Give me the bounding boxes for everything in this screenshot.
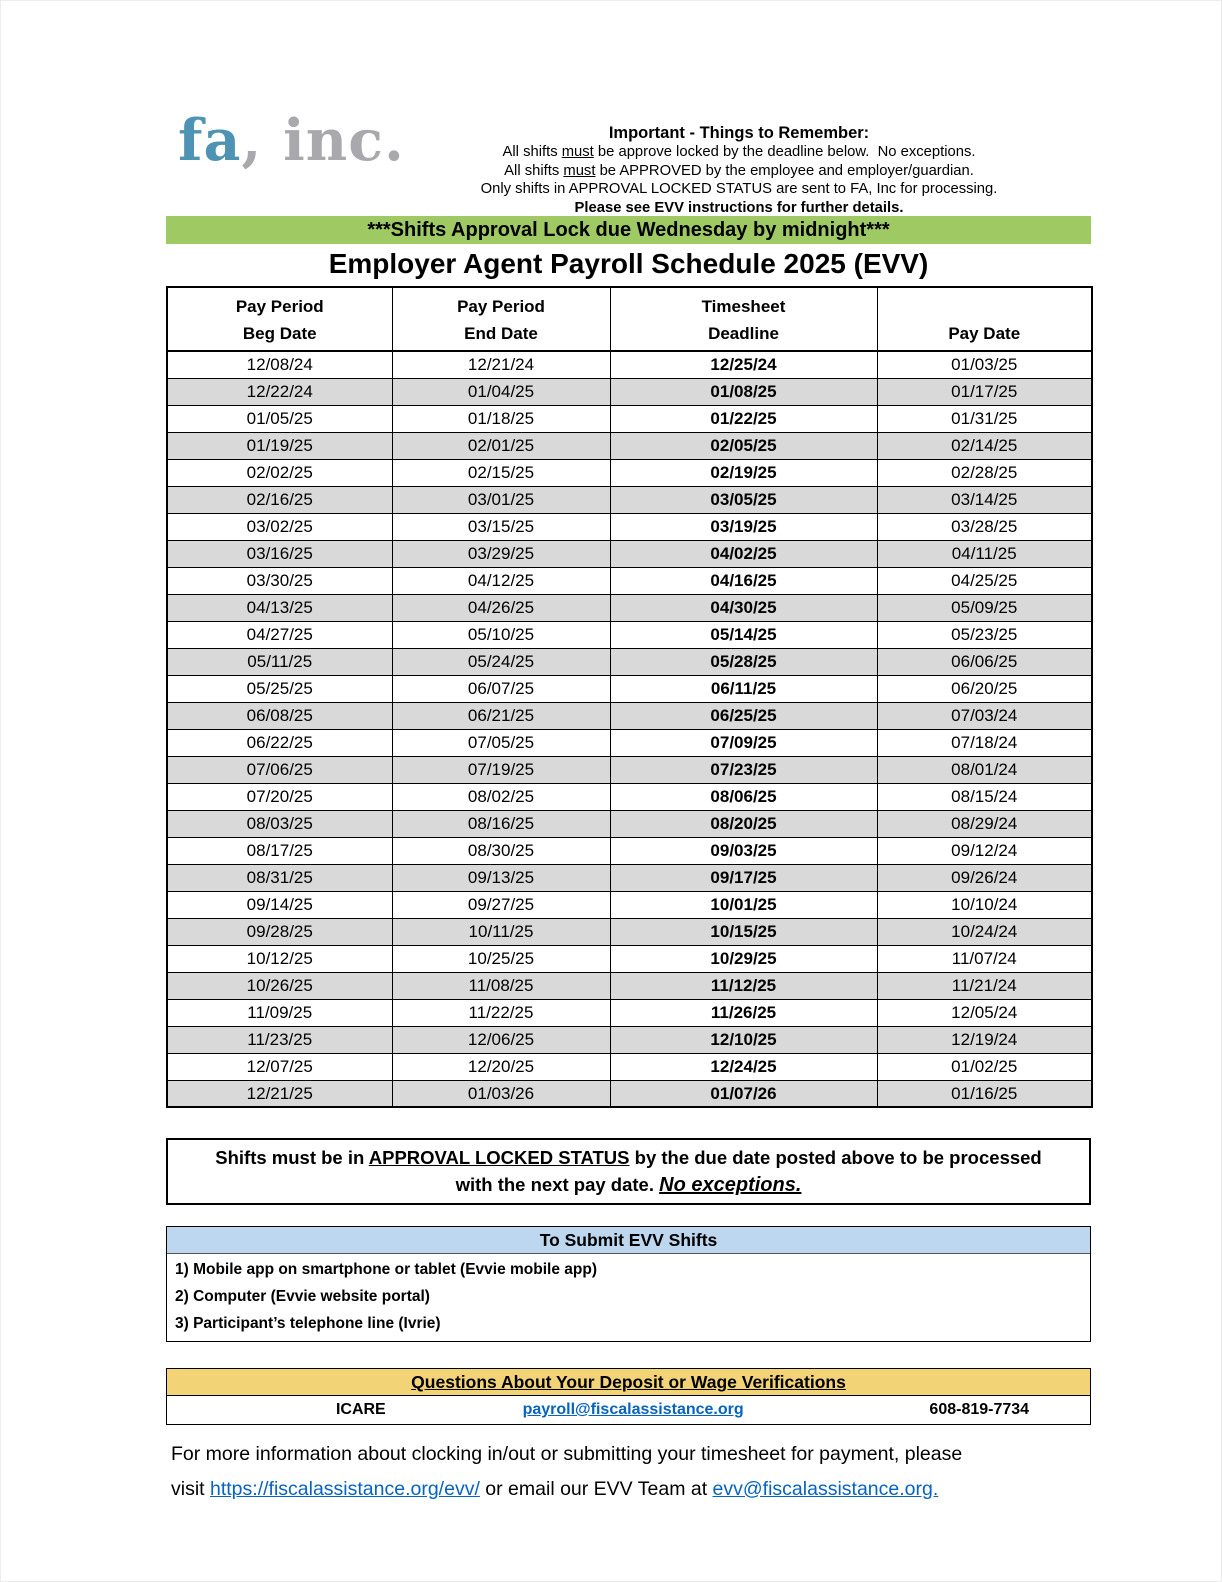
table-cell: 06/21/25: [392, 702, 610, 729]
submit-option-telephone: 3) Participant’s telephone line (Ivrie): [175, 1315, 441, 1332]
table-cell: 12/19/24: [877, 1026, 1092, 1053]
table-cell: 06/11/25: [610, 675, 877, 702]
table-row: [167, 999, 1092, 1026]
important-line-1: [444, 143, 1034, 162]
questions-section: [166, 1368, 1091, 1425]
table-cell: 03/15/25: [392, 513, 610, 540]
table-cell: 01/07/26: [610, 1080, 877, 1107]
table-cell: 01/05/25: [167, 405, 392, 432]
table-cell: 05/11/25: [167, 648, 392, 675]
document-content: [166, 1, 1091, 1506]
table-cell: 01/22/25: [610, 405, 877, 432]
table-cell: 04/27/25: [167, 621, 392, 648]
table-cell: 11/21/24: [877, 972, 1092, 999]
table-row: [167, 459, 1092, 486]
footer-text-1: For more information about clocking in/out or submitting your timesheet for payment, please: [171, 1443, 963, 1465]
locked-note-text-3: with the next pay date.: [455, 1174, 660, 1195]
table-cell: 02/02/25: [167, 459, 392, 486]
table-cell: 03/16/25: [167, 540, 392, 567]
table-cell: 02/16/25: [167, 486, 392, 513]
table-cell: 08/30/25: [392, 837, 610, 864]
payroll-email-link[interactable]: payroll@fiscalassistance.org: [522, 1401, 744, 1418]
table-row: [167, 594, 1092, 621]
table-cell: 03/01/25: [392, 486, 610, 513]
table-cell: 02/05/25: [610, 432, 877, 459]
table-row: [167, 702, 1092, 729]
table-row: [167, 972, 1092, 999]
table-cell: 10/25/25: [392, 945, 610, 972]
column-header-timesheet-deadline: [610, 287, 877, 351]
submit-option-mobile: 1) Mobile app on smartphone or tablet (Evvie mobile app): [175, 1261, 597, 1278]
footer-text-3: or email our EVV Team at: [479, 1477, 713, 1500]
column-header-pay-date: [877, 287, 1092, 351]
table-cell: 04/30/25: [610, 594, 877, 621]
table-row: [167, 540, 1092, 567]
table-row: [167, 729, 1092, 756]
table-cell: 04/25/25: [877, 567, 1092, 594]
table-cell: 10/24/24: [877, 918, 1092, 945]
table-cell: 08/02/25: [392, 783, 610, 810]
table-cell: 10/12/25: [167, 945, 392, 972]
table-cell: 01/03/25: [877, 351, 1092, 378]
table-row: [167, 891, 1092, 918]
table-cell: 11/09/25: [167, 999, 392, 1026]
header-line: Pay Period: [457, 297, 545, 316]
table-row: [167, 621, 1092, 648]
table-cell: 04/16/25: [610, 567, 877, 594]
locked-note-text: Shifts must be in: [215, 1147, 369, 1168]
table-cell: 01/18/25: [392, 405, 610, 432]
table-cell: 01/17/25: [877, 378, 1092, 405]
submit-option-computer: 2) Computer (Evvie website portal): [175, 1288, 430, 1305]
table-cell: 05/28/25: [610, 648, 877, 675]
table-cell: 01/16/25: [877, 1080, 1092, 1107]
table-row: [167, 486, 1092, 513]
table-cell: 12/20/25: [392, 1053, 610, 1080]
header-line: [878, 293, 1092, 320]
contact-phone: 608-819-7734: [929, 1401, 1030, 1418]
table-cell: 04/13/25: [167, 594, 392, 621]
table-cell: 01/03/26: [392, 1080, 610, 1107]
important-line-3: Only shifts in APPROVAL LOCKED STATUS are sent to FA, Inc for processing.: [480, 181, 998, 198]
table-cell: 08/31/25: [167, 864, 392, 891]
contact-name: ICARE: [335, 1401, 386, 1418]
table-cell: 05/25/25: [167, 675, 392, 702]
table-cell: 12/25/24: [610, 351, 877, 378]
table-row: [167, 378, 1092, 405]
table-cell: 02/15/25: [392, 459, 610, 486]
table-cell: 12/05/24: [877, 999, 1092, 1026]
evv-email-link[interactable]: evv@fiscalassistance.org.: [712, 1477, 939, 1500]
table-row: [167, 1053, 1092, 1080]
table-cell: 03/30/25: [167, 567, 392, 594]
table-row: [167, 648, 1092, 675]
important-reminders: [444, 123, 1034, 217]
table-cell: 06/20/25: [877, 675, 1092, 702]
table-cell: 07/19/25: [392, 756, 610, 783]
table-cell: 02/19/25: [610, 459, 877, 486]
evv-website-link[interactable]: https://fiscalassistance.org/evv/: [210, 1477, 480, 1500]
table-cell: 01/08/25: [610, 378, 877, 405]
header-line: End Date: [464, 324, 538, 343]
approval-lock-banner: ***Shifts Approval Lock due Wednesday by midnight***: [166, 216, 1091, 244]
table-cell: 11/08/25: [392, 972, 610, 999]
table-cell: 07/23/25: [610, 756, 877, 783]
table-cell: 09/26/24: [877, 864, 1092, 891]
table-cell: 08/20/25: [610, 810, 877, 837]
column-header-beg-date: [167, 287, 392, 351]
table-cell: 05/23/25: [877, 621, 1092, 648]
table-cell: 10/29/25: [610, 945, 877, 972]
table-cell: 08/01/24: [877, 756, 1092, 783]
table-cell: 07/05/25: [392, 729, 610, 756]
table-cell: 06/07/25: [392, 675, 610, 702]
table-cell: 09/12/24: [877, 837, 1092, 864]
table-row: [167, 783, 1092, 810]
table-row: [167, 918, 1092, 945]
table-cell: 05/10/25: [392, 621, 610, 648]
table-cell: 06/08/25: [167, 702, 392, 729]
important-line-2-text: All shifts: [504, 162, 564, 179]
table-cell: 11/26/25: [610, 999, 877, 1026]
header: [166, 107, 1091, 216]
table-cell: 08/17/25: [167, 837, 392, 864]
table-cell: 04/11/25: [877, 540, 1092, 567]
questions-title: Questions About Your Deposit or Wage Verifications: [411, 1372, 846, 1392]
table-cell: 03/19/25: [610, 513, 877, 540]
table-row: [167, 945, 1092, 972]
table-row: [167, 1080, 1092, 1107]
table-cell: 04/02/25: [610, 540, 877, 567]
table-cell: 07/18/24: [877, 729, 1092, 756]
table-row: [167, 351, 1092, 378]
table-cell: 09/03/25: [610, 837, 877, 864]
table-cell: 05/14/25: [610, 621, 877, 648]
table-row: [167, 513, 1092, 540]
column-header-end-date: [392, 287, 610, 351]
table-cell: 09/13/25: [392, 864, 610, 891]
logo-text-fa: fa: [178, 107, 242, 174]
important-line-4: Please see EVV instructions for further details.: [574, 199, 904, 216]
table-cell: 04/12/25: [392, 567, 610, 594]
submit-evv-section: [166, 1226, 1091, 1342]
submit-evv-header: To Submit EVV Shifts: [167, 1227, 1090, 1254]
table-cell: 01/04/25: [392, 378, 610, 405]
header-line: Timesheet: [701, 297, 786, 316]
footer-text-2: visit: [171, 1477, 210, 1500]
company-logo: [178, 107, 405, 174]
table-row: [167, 864, 1092, 891]
table-cell: 12/07/25: [167, 1053, 392, 1080]
table-header-row: [167, 287, 1092, 351]
table-row: [167, 567, 1092, 594]
important-title: Important - Things to Remember:: [608, 124, 870, 142]
table-cell: 06/22/25: [167, 729, 392, 756]
table-cell: 01/02/25: [877, 1053, 1092, 1080]
table-cell: 12/21/25: [167, 1080, 392, 1107]
table-cell: 03/05/25: [610, 486, 877, 513]
table-cell: 09/27/25: [392, 891, 610, 918]
table-cell: 01/31/25: [877, 405, 1092, 432]
table-row: [167, 837, 1092, 864]
header-line: Pay Date: [948, 324, 1021, 343]
table-cell: 01/19/25: [167, 432, 392, 459]
table-cell: 12/24/25: [610, 1053, 877, 1080]
table-row: [167, 405, 1092, 432]
table-row: [167, 810, 1092, 837]
table-cell: 02/28/25: [877, 459, 1092, 486]
header-line: Deadline: [708, 324, 779, 343]
table-cell: 10/01/25: [610, 891, 877, 918]
table-cell: 08/06/25: [610, 783, 877, 810]
table-cell: 06/25/25: [610, 702, 877, 729]
table-cell: 11/22/25: [392, 999, 610, 1026]
table-cell: 08/15/24: [877, 783, 1092, 810]
table-cell: 05/09/25: [877, 594, 1092, 621]
table-cell: 11/12/25: [610, 972, 877, 999]
table-cell: 08/29/24: [877, 810, 1092, 837]
important-line-2: [444, 162, 1034, 181]
table-cell: 10/15/25: [610, 918, 877, 945]
table-row: [167, 756, 1092, 783]
important-line-1-rest: be approve locked by the deadline below. No exceptions.: [593, 144, 976, 160]
table-cell: 02/01/25: [392, 432, 610, 459]
table-cell: 07/06/25: [167, 756, 392, 783]
table-cell: 12/08/24: [167, 351, 392, 378]
table-cell: 05/24/25: [392, 648, 610, 675]
table-cell: 03/28/25: [877, 513, 1092, 540]
table-cell: 03/02/25: [167, 513, 392, 540]
table-cell: 02/14/25: [877, 432, 1092, 459]
table-cell: 04/26/25: [392, 594, 610, 621]
questions-header: [167, 1369, 1090, 1396]
table-cell: 08/16/25: [392, 810, 610, 837]
approval-locked-note: [166, 1138, 1091, 1205]
important-line-1-text: All shifts: [502, 144, 562, 160]
table-header: [167, 287, 1092, 351]
table-cell: 10/26/25: [167, 972, 392, 999]
table-cell: 11/07/24: [877, 945, 1092, 972]
locked-note-status: APPROVAL LOCKED STATUS: [368, 1147, 630, 1168]
footer-info: [166, 1437, 1091, 1506]
table-cell: 09/28/25: [167, 918, 392, 945]
locked-note-no-exceptions: No exceptions.: [659, 1174, 802, 1196]
important-line-2-rest: be APPROVED by the employee and employer/guardian.: [595, 162, 974, 179]
table-cell: 12/21/24: [392, 351, 610, 378]
table-cell: 12/10/25: [610, 1026, 877, 1053]
table-cell: 10/11/25: [392, 918, 610, 945]
page-title: Employer Agent Payroll Schedule 2025 (EVV): [328, 248, 929, 279]
table-cell: 07/20/25: [167, 783, 392, 810]
table-cell: 06/06/25: [877, 648, 1092, 675]
logo-text-inc: , inc.: [241, 107, 405, 174]
table-row: [167, 1026, 1092, 1053]
table-cell: 10/10/24: [877, 891, 1092, 918]
header-line: Pay Period: [235, 297, 324, 316]
important-line-1-must: must: [561, 144, 594, 160]
submit-evv-body: [167, 1254, 1090, 1341]
payroll-schedule-table: [166, 286, 1093, 1108]
contact-row: [167, 1396, 1090, 1424]
table-cell: 11/23/25: [167, 1026, 392, 1053]
table-row: [167, 432, 1092, 459]
table-cell: 03/14/25: [877, 486, 1092, 513]
table-cell: 07/03/24: [877, 702, 1092, 729]
table-cell: 07/09/25: [610, 729, 877, 756]
table-cell: 03/29/25: [392, 540, 610, 567]
table-cell: 09/14/25: [167, 891, 392, 918]
schedule-table-body: [167, 351, 1092, 1107]
table-cell: 12/06/25: [392, 1026, 610, 1053]
table-cell: 08/03/25: [167, 810, 392, 837]
header-line: Beg Date: [242, 324, 317, 343]
important-line-2-must: must: [563, 162, 596, 179]
locked-note-text-2: by the due date posted above to be processed: [629, 1147, 1042, 1168]
table-cell: 09/17/25: [610, 864, 877, 891]
table-row: [167, 675, 1092, 702]
table-cell: 12/22/24: [167, 378, 392, 405]
